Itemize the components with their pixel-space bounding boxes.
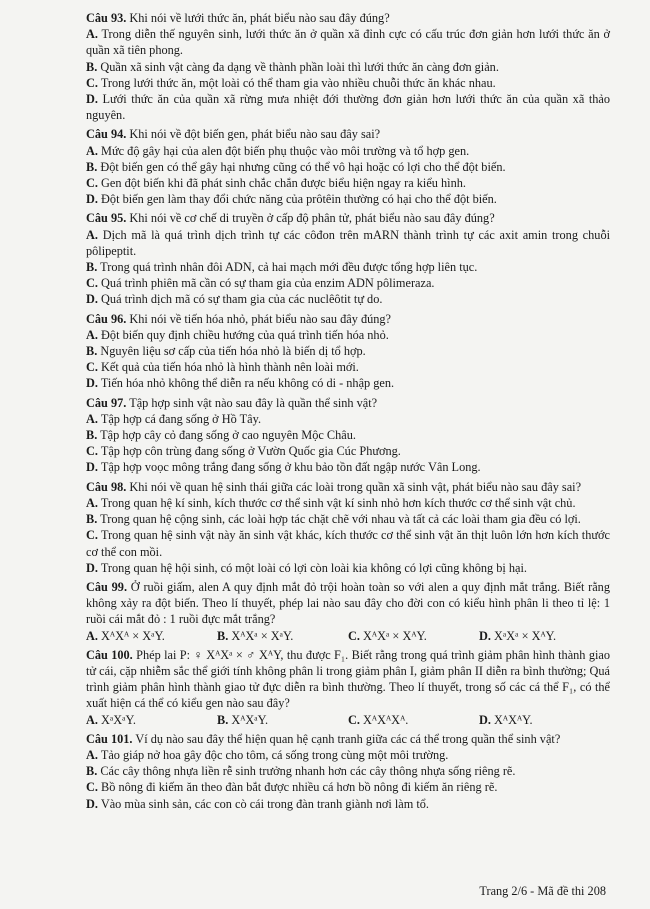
answer-option xyxy=(86,560,610,576)
question-stem xyxy=(86,579,610,628)
option-text: Đột biến quy định chiều hướng của quá trình tiến hóa nhỏ. xyxy=(101,327,389,342)
option-text: Tập hợp voọc mông trắng đang sống ở khu bảo tồn đất ngập nước Vân Long. xyxy=(100,460,481,475)
option-text: Quá trình phiên mã cần có sự tham gia của enzim ADN pôlimeraza. xyxy=(101,276,435,291)
option-letter: A. xyxy=(86,27,98,42)
question-text: Khi nói về đột biến gen, phát biểu nào sau đây sai? xyxy=(129,127,381,142)
option-text: Trong quan hệ hội sinh, có một loài có lợi còn loài kia không có lợi cũng không bị hại. xyxy=(100,560,527,575)
answer-option xyxy=(86,375,610,391)
option-letter: D. xyxy=(86,560,98,575)
answer-option xyxy=(348,628,479,644)
answer-option xyxy=(86,527,610,559)
answer-option xyxy=(86,427,610,443)
option-text: Kết quả của tiến hóa nhỏ là hình thành nên loài mới. xyxy=(101,360,359,375)
option-letter: A. xyxy=(86,747,98,762)
question-number: Câu 97. xyxy=(86,395,127,410)
option-letter: B. xyxy=(86,344,98,359)
answer-option xyxy=(86,628,217,644)
option-text: Trong diễn thế nguyên sinh, lưới thức ăn ở quần xã đỉnh cực có cấu trúc đơn giản hơn lưới thức ăn ở quần xã tiên phong. xyxy=(86,27,610,58)
option-text: Trong lưới thức ăn, một loài có thể tham gia vào nhiều chuỗi thức ăn khác nhau. xyxy=(100,75,496,90)
option-letter: B. xyxy=(86,59,98,74)
answer-option xyxy=(86,327,610,343)
answer-option xyxy=(479,628,610,644)
question-text: Phép lai P: ♀ XᴬXᵃ × ♂ XᴬY, thu được F₁. Biết rằng trong quá trình giảm phân hình thành giao tử cái, cặp nhiễm sắc thể giới tính không phân li trong giảm phân I, giảm phân II diễn ra bình thường; Quá trình giảm phân hình thành giao tử đực diễn ra bình thường. Theo lí thuyết, trong số các cá thể F₁, có thể xuất hiện cá thể có kiểu gen nào sau đây? xyxy=(86,647,610,711)
answer-option xyxy=(86,191,610,207)
answer-option xyxy=(86,495,610,511)
option-text: XᵃXᵃY. xyxy=(101,712,136,727)
answer-option xyxy=(86,511,610,527)
question-stem xyxy=(86,311,610,327)
question xyxy=(86,210,610,307)
question-text: Ở ruồi giấm, alen A quy định mắt đỏ trội hoàn toàn so với alen a quy định mắt trắng. Biết rằng không xảy ra đột biến. Theo lí thuyết, phép lai nào sau đây cho đời con có kiểu hình phân li theo tỉ lệ: 1 ruồi cái mắt đỏ : 1 ruồi đực mắt trắng? xyxy=(86,579,610,627)
answer-option xyxy=(217,628,348,644)
option-text: XᴬXᴬXᴬ. xyxy=(363,712,409,727)
question xyxy=(86,395,610,476)
option-text: Đột biến gen làm thay đổi chức năng của prôtêin thường có hại cho thể đột biến. xyxy=(101,192,497,207)
answer-option xyxy=(86,747,610,763)
answer-option xyxy=(86,779,610,795)
question-stem xyxy=(86,210,610,226)
option-text: Tảo giáp nở hoa gây độc cho tôm, cá sống trong cùng một môi trường. xyxy=(100,747,449,762)
option-letter: A. xyxy=(86,628,98,643)
option-text: Tập hợp cây cỏ đang sống ở cao nguyên Mộc Châu. xyxy=(100,428,356,443)
answer-option xyxy=(86,91,610,123)
option-letter: D. xyxy=(86,796,98,811)
answer-option xyxy=(86,796,610,812)
answer-option xyxy=(86,763,610,779)
answer-option xyxy=(348,712,479,728)
answer-option xyxy=(86,459,610,475)
question-number: Câu 96. xyxy=(86,311,127,326)
option-text: Bồ nông đi kiếm ăn theo đàn bắt được nhiều cá hơn bồ nông đi kiếm ăn riêng rẽ. xyxy=(101,780,498,795)
option-letter: A. xyxy=(86,143,98,158)
option-text: Trong quan hệ kí sinh, kích thước cơ thể sinh vật kí sinh nhỏ hơn kích thước cơ thể sinh vật chủ. xyxy=(100,495,576,510)
question-number: Câu 95. xyxy=(86,211,127,226)
option-letter: C. xyxy=(348,628,360,643)
option-letter: D. xyxy=(86,192,98,207)
answer-option xyxy=(217,712,348,728)
option-letter: D. xyxy=(479,712,491,727)
question-text: Tập hợp sinh vật nào sau đây là quần thể sinh vật? xyxy=(129,395,378,410)
question xyxy=(86,731,610,812)
answer-option xyxy=(86,143,610,159)
answer-option xyxy=(86,343,610,359)
question xyxy=(86,647,610,728)
question-stem xyxy=(86,395,610,411)
option-letter: B. xyxy=(86,764,98,779)
question-number: Câu 98. xyxy=(86,479,127,494)
question-stem xyxy=(86,731,610,747)
answer-option xyxy=(86,712,217,728)
question-stem xyxy=(86,10,610,26)
option-letter: C. xyxy=(86,276,98,291)
option-letter: A. xyxy=(86,712,98,727)
answer-option xyxy=(86,443,610,459)
question-number: Câu 99. xyxy=(86,579,128,594)
option-text: Trong quá trình nhân đôi ADN, cả hai mạch mới đều được tổng hợp liên tục. xyxy=(100,260,478,275)
option-text: Dịch mã là quá trình dịch trình tự các côđon trên mARN thành trình tự các axit amin trong chuỗi pôlipeptit. xyxy=(86,227,611,258)
option-text: Quần xã sinh vật càng đa dạng về thành phần loài thì lưới thức ăn càng đơn giản. xyxy=(100,59,499,74)
option-letter: B. xyxy=(86,428,98,443)
question-text: Khi nói về cơ chế di truyền ở cấp độ phân tử, phát biểu nào sau đây đúng? xyxy=(129,211,495,226)
answer-option xyxy=(86,227,610,259)
option-text: XᴬXᴬY. xyxy=(494,712,533,727)
question-number: Câu 100. xyxy=(86,647,133,662)
option-text: XᵃXᵃ × XᴬY. xyxy=(494,628,557,643)
option-text: Nguyên liệu sơ cấp của tiến hóa nhỏ là biến dị tổ hợp. xyxy=(100,344,366,359)
question-number: Câu 94. xyxy=(86,127,127,142)
option-letter: D. xyxy=(86,460,98,475)
question-number: Câu 93. xyxy=(86,11,127,25)
option-letter: A. xyxy=(86,411,98,426)
option-letter: D. xyxy=(479,628,491,643)
option-text: Đột biến gen có thể gây hại nhưng cũng có thể vô hại hoặc có lợi cho thể đột biến. xyxy=(100,159,506,174)
option-letter: D. xyxy=(86,92,98,107)
option-text: XᴬXᵃ × XᴬY. xyxy=(363,628,427,643)
answer-option xyxy=(86,175,610,191)
answer-option xyxy=(86,259,610,275)
option-letter: C. xyxy=(86,75,98,90)
answer-option xyxy=(86,159,610,175)
question-stem xyxy=(86,126,610,142)
inline-options xyxy=(86,712,610,728)
option-text: Mức độ gây hại của alen đột biến phụ thuộc vào môi trường và tổ hợp gen. xyxy=(101,143,470,158)
question-stem xyxy=(86,479,610,495)
question xyxy=(86,579,610,644)
option-text: Tập hợp côn trùng đang sống ở Vườn Quốc gia Cúc Phương. xyxy=(100,444,401,459)
option-letter: C. xyxy=(86,176,98,191)
option-text: Trong quan hệ sinh vật này ăn sinh vật khác, kích thước cơ thể sinh vật ăn thịt luôn lớn hơn kích thước cơ thể con mồi. xyxy=(86,528,610,559)
option-text: Lưới thức ăn của quần xã rừng mưa nhiệt đới thường đơn giản hơn lưới thức ăn của quần xã thảo nguyên. xyxy=(86,92,611,123)
option-letter: D. xyxy=(86,376,98,391)
question-text: Khi nói về tiến hóa nhỏ, phát biểu nào sau đây đúng? xyxy=(129,311,391,326)
answer-option xyxy=(86,411,610,427)
option-text: Các cây thông nhựa liền rễ sinh trưởng nhanh hơn các cây thông nhựa sống riêng rẽ. xyxy=(100,764,516,779)
option-letter: B. xyxy=(217,628,229,643)
option-letter: A. xyxy=(86,327,98,342)
answer-option xyxy=(86,359,610,375)
question-text: Khi nói về lưới thức ăn, phát biểu nào sau đây đúng? xyxy=(129,11,390,25)
option-letter: D. xyxy=(86,292,98,307)
option-letter: C. xyxy=(86,780,98,795)
question-text: Ví dụ nào sau đây thể hiện quan hệ cạnh tranh giữa các cá thể trong quần thể sinh vật? xyxy=(135,731,561,746)
question-stem xyxy=(86,647,610,712)
question xyxy=(86,479,610,576)
option-letter: B. xyxy=(86,260,98,275)
option-letter: C. xyxy=(348,712,360,727)
inline-options xyxy=(86,628,610,644)
option-text: Tập hợp cá đang sống ở Hồ Tây. xyxy=(100,411,262,426)
option-letter: C. xyxy=(86,528,98,543)
answer-option xyxy=(479,712,610,728)
option-text: Tiến hóa nhỏ không thể diễn ra nếu không có di - nhập gen. xyxy=(100,376,395,391)
option-letter: C. xyxy=(86,360,98,375)
question-list xyxy=(86,10,610,812)
option-text: Trong quan hệ cộng sinh, các loài hợp tác chặt chẽ với nhau và tất cả các loài tham gia đều có lợi. xyxy=(100,512,581,527)
option-text: Quá trình dịch mã có sự tham gia của các nuclêôtit tự do. xyxy=(101,292,383,307)
option-letter: B. xyxy=(217,712,229,727)
answer-option xyxy=(86,75,610,91)
option-letter: B. xyxy=(86,512,98,527)
answer-option xyxy=(86,275,610,291)
option-letter: A. xyxy=(86,495,98,510)
option-letter: A. xyxy=(86,227,98,242)
option-letter: B. xyxy=(86,159,98,174)
question xyxy=(86,10,610,123)
option-letter: C. xyxy=(86,444,98,459)
option-text: Gen đột biến khi đã phát sinh chắc chắn được biểu hiện ngay ra kiểu hình. xyxy=(101,176,466,191)
question xyxy=(86,126,610,207)
question-number: Câu 101. xyxy=(86,731,133,746)
answer-option xyxy=(86,26,610,58)
option-text: XᴬXᴬ × XᵃY. xyxy=(101,628,165,643)
page-footer: Trang 2/6 - Mã đề thi 208 xyxy=(479,884,606,898)
option-text: Vào mùa sinh sản, các con cò cái trong đàn tranh giành nơi làm tổ. xyxy=(100,796,430,811)
option-text: XᴬXᵃY. xyxy=(231,712,269,727)
question xyxy=(86,311,610,392)
answer-option xyxy=(86,59,610,75)
answer-option xyxy=(86,291,610,307)
option-text: XᴬXᵃ × XᵃY. xyxy=(231,628,294,643)
question-text: Khi nói về quan hệ sinh thái giữa các loài trong quần xã sinh vật, phát biểu nào sau đây sai? xyxy=(129,479,582,494)
